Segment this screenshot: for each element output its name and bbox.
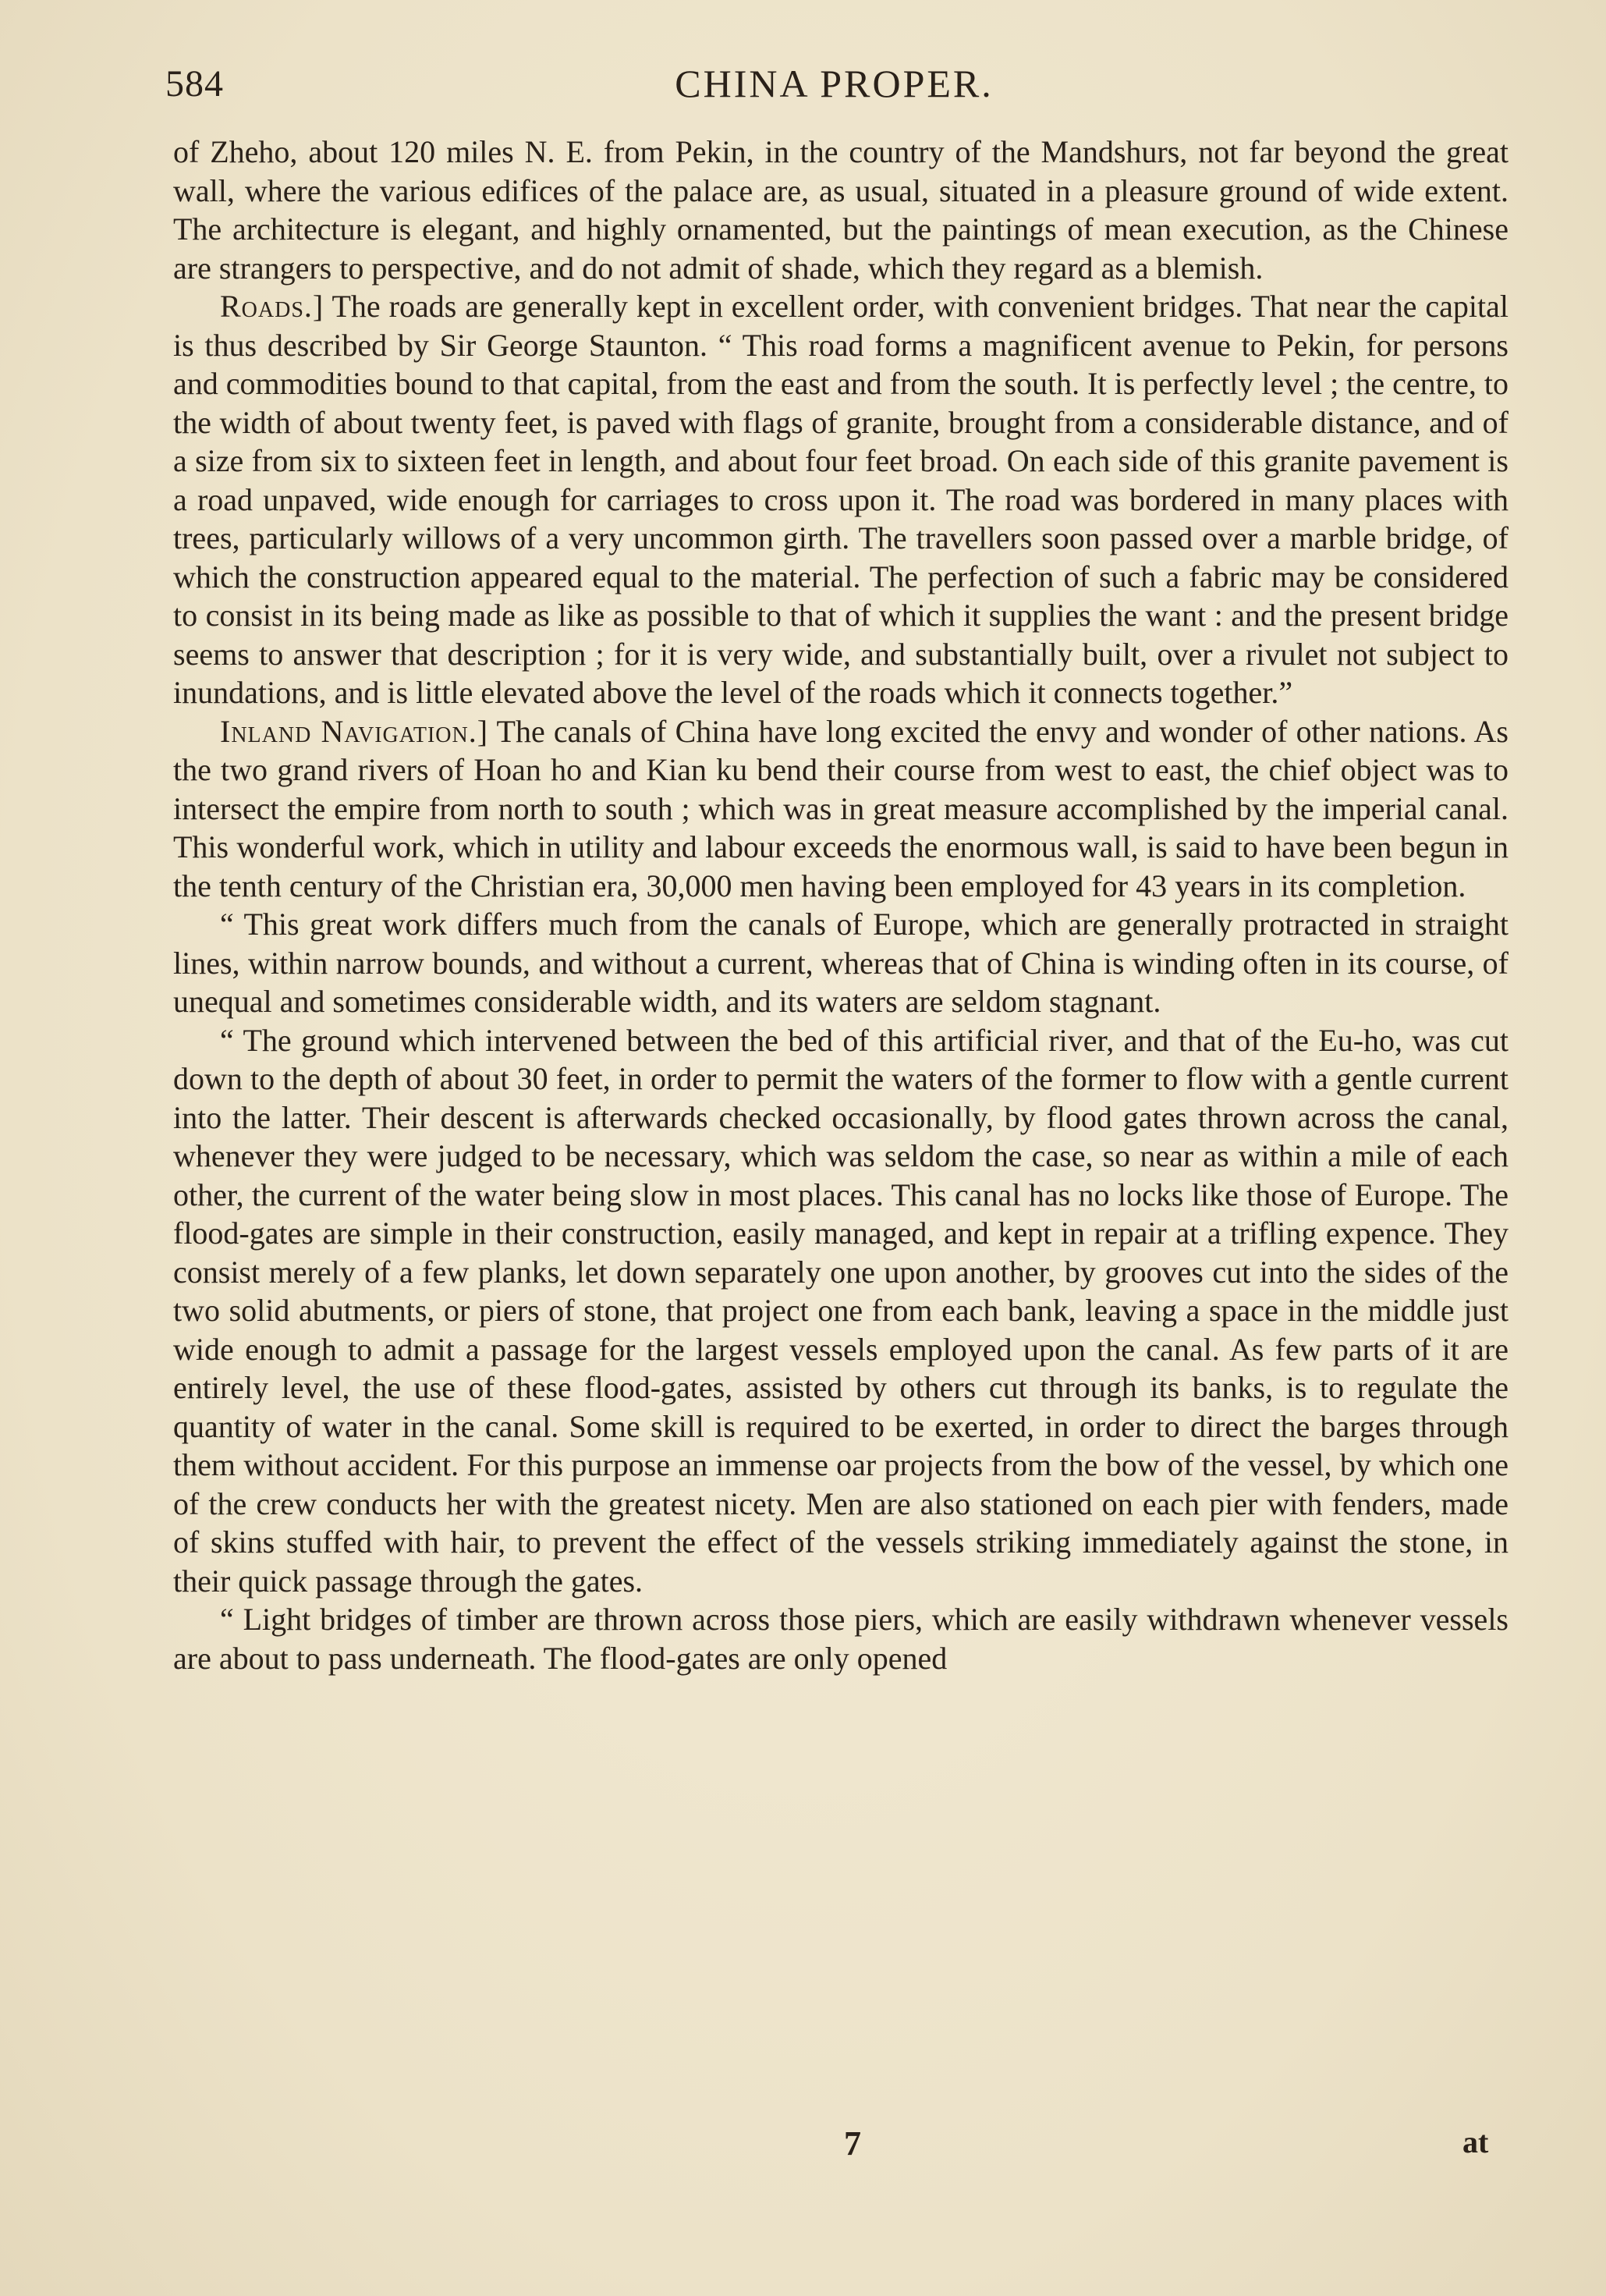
- paragraph-roads: [173, 287, 1509, 712]
- page-number: 584: [165, 63, 224, 105]
- paragraph-inland-navigation-text: The canals of China have long excited the envy and wonder of other nations. As the two grand rivers of Hoan ho and Kian ku bend their course from west to east, the chief object was to intersect the empire from north to south ; which was in great measure accomplished by the imperial canal. This wonderful work, which in utility and labour exceeds the enormous wall, is said to have been begun in the tenth century of the Christian era, 30,000 men having been employed for 43 years in its completion.: [173, 713, 1509, 903]
- paragraph-inland-navigation: [173, 712, 1509, 906]
- catchword: at: [1462, 2124, 1489, 2159]
- paragraph-canal-quote-3: “ Light bridges of timber are thrown across those piers, which are easily withdrawn whenever vessels are about to pass underneath. The flood-gates are only opened: [173, 1602, 1509, 1676]
- main-text: [173, 133, 1509, 1677]
- paragraph-canal-quote-2: “ The ground which intervened between the bed of this artificial river, and that of the Eu-ho, was cut down to the depth of about 30 feet, in order to permit the waters of the former to flow with a gentle current into the latter. Their descent is afterwards checked occasionally, by flood gates thrown across the canal, whenever they were judged to be necessary, which was seldom the case, so near as within a mile of each other, the current of the water being slow in most places. This canal has no locks like those of Europe. The flood-gates are simple in their construction, easily managed, and kept in repair at a trifling expence. They consist merely of a few planks, let down separately one upon another, by grooves cut into the sides of the two solid abutments, or piers of stone, that project one from each bank, leaving a space in the middle just wide enough to admit a passage for the largest vessels employed upon the canal. As few parts of it are entirely level, the use of these flood-gates, assisted by others cut through its banks, is to regulate the quantity of water in the canal. Some skill is required to be exerted, in order to direct the barges through them without accident. For this purpose an immense oar projects from the bow of the vessel, by which one of the crew conducts her with the greatest nicety. Men are also stationed on each pier with fenders, made of skins stuffed with hair, to prevent the effect of the vessels striking immediately against the stone, in their quick passage through the gates.: [173, 1022, 1509, 1599]
- paragraph-canal-quote-1: “ This great work differs much from the canals of Europe, which are generally protracted in straight lines, within narrow bounds, and without a current, whereas that of China is winding often in its course, of unequal and sometimes considerable width, and its waters are seldom stagnant.: [173, 907, 1509, 1019]
- section-head-inland-navigation: Inland Navigation.]: [220, 713, 489, 749]
- running-title: CHINA PROPER.: [675, 62, 994, 105]
- paragraph-roads-text: The roads are generally kept in excellent order, with convenient bridges. That near the capital is thus described by Sir George Staunton. “ This road forms a magnificent avenue to Pekin, for persons and commodities bound to that capital, from the east and from the south. It is perfectly level ; the centre, to the width of about twenty feet, is paved with flags of granite, brought from a considerable distance, and of a size from six to sixteen feet in length, and about four feet broad. On each side of this granite pavement is a road unpaved, wide enough for carriages to cross upon it. The road was bordered in many places with trees, particularly willows of a very uncommon girth. The travellers soon passed over a marble bridge, of which the construction appeared equal to the material. The perfection of such a fabric may be considered to consist in its being made as like as possible to that of which it supplies the want : and the present bridge seems to answer that description ; for it is very wide, and substantially built, over a rivulet not subject to inundations, and is little elevated above the level of the roads which it connects together.”: [173, 289, 1509, 710]
- section-head-roads: Roads.]: [220, 289, 324, 324]
- paragraph-palace: of Zheho, about 120 miles N. E. from Pekin, in the country of the Mandshurs, not far beyond the great wall, where the various edifices of the palace are, as usual, situated in a pleasure ground of wide extent. The architecture is elegant, and highly ornamented, but the paintings of mean execution, as the Chinese are strangers to perspective, and do not admit of shade, which they regard as a blemish.: [173, 134, 1509, 286]
- signature-mark: 7: [844, 2124, 861, 2163]
